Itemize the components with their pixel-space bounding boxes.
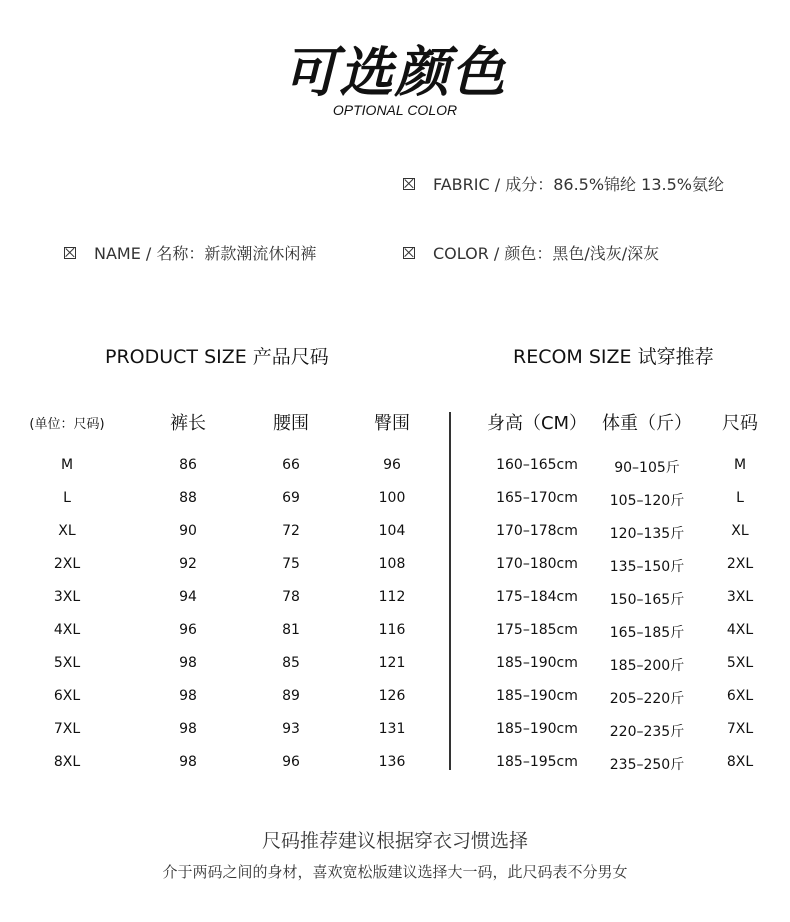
table-cell: 89 bbox=[282, 688, 300, 704]
table-divider bbox=[449, 412, 451, 770]
table-cell: L bbox=[736, 490, 744, 506]
table-cell: 6XL bbox=[53, 688, 81, 704]
recom-size-title: RECOM SIZE 试穿推荐 bbox=[513, 346, 714, 368]
checkbox-cross-icon bbox=[403, 178, 415, 190]
name-text: NAME / 名称：新款潮流休闲裤 bbox=[94, 244, 317, 263]
table-cell: 81 bbox=[282, 622, 300, 638]
table-cell: 92 bbox=[179, 556, 197, 572]
column-header: (单位：尺码) bbox=[29, 417, 105, 432]
footer-detail: 介于两码之间的身材，喜欢宽松版建议选择大一码，此尺码表不分男女 bbox=[162, 863, 628, 881]
table-cell: 2XL bbox=[53, 556, 81, 572]
name-info bbox=[64, 241, 316, 264]
table-cell: 4XL bbox=[726, 622, 754, 638]
table-cell: 94 bbox=[179, 589, 197, 605]
table-cell: 90 bbox=[179, 523, 197, 539]
table-cell: 112 bbox=[378, 589, 406, 605]
color-info bbox=[403, 241, 659, 264]
table-cell: 165–170cm bbox=[496, 490, 578, 506]
table-cell: 88 bbox=[179, 490, 197, 506]
table-cell: 170–178cm bbox=[496, 523, 578, 539]
table-cell: 120–135斤 bbox=[609, 526, 685, 542]
table-cell: 160–165cm bbox=[496, 457, 578, 473]
table-cell: 96 bbox=[179, 622, 197, 638]
checkbox-cross-icon bbox=[403, 247, 415, 259]
checkbox-cross-icon bbox=[64, 247, 76, 259]
page-title: 可选颜色 bbox=[283, 41, 507, 104]
column-header: 身高（CM） bbox=[486, 413, 588, 434]
table-cell: 85 bbox=[282, 655, 300, 671]
table-cell: 5XL bbox=[53, 655, 81, 671]
table-cell: 86 bbox=[179, 457, 197, 473]
table-cell: 116 bbox=[378, 622, 406, 638]
table-cell: 3XL bbox=[53, 589, 81, 605]
table-cell: 121 bbox=[378, 655, 406, 671]
table-cell: 98 bbox=[179, 688, 197, 704]
table-cell: 175–184cm bbox=[496, 589, 578, 605]
table-cell: 66 bbox=[282, 457, 300, 473]
table-cell: 131 bbox=[378, 721, 406, 737]
table-cell: 96 bbox=[282, 754, 300, 770]
table-cell: 136 bbox=[378, 754, 406, 770]
table-cell: 7XL bbox=[726, 721, 754, 737]
table-cell: XL bbox=[731, 523, 749, 539]
column-header: 臀围 bbox=[374, 413, 410, 434]
fabric-info bbox=[403, 172, 724, 195]
column-header: 裤长 bbox=[170, 413, 206, 434]
table-cell: 98 bbox=[179, 754, 197, 770]
table-cell: 105–120斤 bbox=[609, 493, 685, 509]
table-cell: 185–200斤 bbox=[609, 658, 685, 674]
table-cell: 98 bbox=[179, 655, 197, 671]
table-cell: 135–150斤 bbox=[609, 559, 685, 575]
fabric-text: FABRIC / 成分：86.5%锦纶 13.5%氨纶 bbox=[433, 175, 724, 194]
table-cell: 205–220斤 bbox=[609, 691, 685, 707]
table-cell: M bbox=[60, 457, 74, 473]
table-cell: 150–165斤 bbox=[609, 592, 685, 608]
table-cell: 108 bbox=[378, 556, 406, 572]
table-cell: 5XL bbox=[726, 655, 754, 671]
table-cell: 98 bbox=[179, 721, 197, 737]
table-cell: M bbox=[733, 457, 747, 473]
table-cell: 72 bbox=[282, 523, 300, 539]
product-size-title: PRODUCT SIZE 产品尺码 bbox=[105, 346, 329, 368]
table-cell: XL bbox=[58, 523, 76, 539]
table-cell: 170–180cm bbox=[496, 556, 578, 572]
table-cell: 185–190cm bbox=[496, 655, 578, 671]
table-cell: 220–235斤 bbox=[609, 724, 685, 740]
table-cell: 175–185cm bbox=[496, 622, 578, 638]
table-cell: 4XL bbox=[53, 622, 81, 638]
table-cell: 165–185斤 bbox=[609, 625, 685, 641]
table-cell: 75 bbox=[282, 556, 300, 572]
column-header: 体重（斤） bbox=[602, 413, 692, 434]
table-cell: 78 bbox=[282, 589, 300, 605]
page-subtitle: OPTIONAL COLOR bbox=[332, 102, 458, 118]
table-cell: 90–105斤 bbox=[614, 460, 680, 476]
table-cell: 7XL bbox=[53, 721, 81, 737]
table-cell: 8XL bbox=[53, 754, 81, 770]
table-cell: 6XL bbox=[726, 688, 754, 704]
table-cell: 126 bbox=[378, 688, 406, 704]
footer-note: 尺码推荐建议根据穿衣习惯选择 bbox=[261, 830, 528, 852]
table-cell: 104 bbox=[378, 523, 406, 539]
table-cell: 96 bbox=[383, 457, 401, 473]
table-cell: 3XL bbox=[726, 589, 754, 605]
table-cell: 2XL bbox=[726, 556, 754, 572]
table-cell: 235–250斤 bbox=[609, 757, 685, 773]
table-cell: 8XL bbox=[726, 754, 754, 770]
table-cell: 93 bbox=[282, 721, 300, 737]
column-header: 腰围 bbox=[273, 413, 309, 434]
table-cell: 185–190cm bbox=[496, 688, 578, 704]
table-cell: 185–195cm bbox=[496, 754, 578, 770]
table-cell: L bbox=[63, 490, 71, 506]
table-cell: 100 bbox=[378, 490, 406, 506]
table-cell: 69 bbox=[282, 490, 300, 506]
color-text: COLOR / 颜色：黑色/浅灰/深灰 bbox=[433, 244, 660, 263]
table-cell: 185–190cm bbox=[496, 721, 578, 737]
column-header: 尺码 bbox=[722, 413, 758, 434]
